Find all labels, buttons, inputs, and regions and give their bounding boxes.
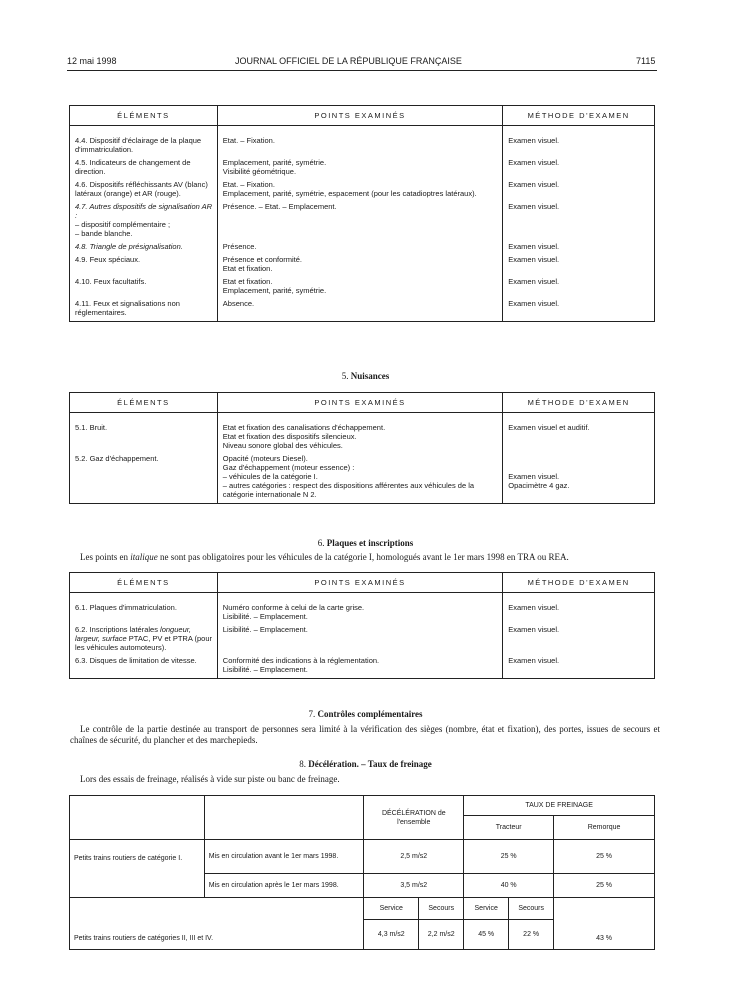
header-journal: JOURNAL OFFICIEL DE LA RÉPUBLIQUE FRANÇAISE [235,56,462,66]
header-page: 7115 [636,56,656,66]
methode-cell: Examen visuel. [508,603,560,612]
table-row [70,277,655,299]
points-cell: Présence et conformité. Etat et fixation. [217,255,502,277]
cat2-tracteur-secours: 22 % [509,920,554,950]
after-label: Mis en circulation après le 1er mars 1998. [204,874,364,898]
before-remorque: 25 % [554,840,655,874]
table-row [70,202,655,242]
after-decel: 3,5 m/s2 [364,874,464,898]
element-cell: 4.8. Triangle de présignalisation. [70,242,218,255]
table-4-signalisation [69,105,655,322]
remorque-header: Remorque [554,816,655,840]
before-decel: 2,5 m/s2 [364,840,464,874]
points-cell: Etat. – Fixation. Emplacement, parité, symétrie, espacement (pour les catadioptres latéraux). [217,180,502,202]
element-cell: 5.2. Gaz d'échappement. [70,454,218,504]
points-cell: Absence. [217,299,502,322]
points-cell: Lisibilité. – Emplacement. [217,625,502,656]
section-7-text: Le contrôle de la partie destinée au transport de personnes sera limité à la vérification des sièges (nombre, état et fixation), des portes, issues de secours et chaînes de sécurité, du plancher et des marchepieds. [70,724,660,745]
section-6-note: Les points en italique ne sont pas obligatoires pour les véhicules de la catégorie I, homologués avant le 1er mars 1998 en TRA ou REA. [80,552,569,562]
element-cell: 4.9. Feux spéciaux. [70,255,218,277]
points-cell: Opacité (moteurs Diesel). Gaz d'échappement (moteur essence) : – véhicules de la catégorie I. – autres catégories : respect des dispositions afférentes aux véhicules de la catégorie internationale N 2. [217,454,502,504]
cat2-decel-service: 4,3 m/s2 [364,920,419,950]
methode-cell: Examen visuel. [508,625,560,634]
cat2-tracteur-service: 45 % [464,920,509,950]
table-row [70,299,655,322]
cat2-label: Petits trains routiers de catégories II, III et IV. [70,898,364,950]
points-cell: Numéro conforme à celui de la carte grise. Lisibilité. – Emplacement. [217,593,502,626]
decel-secours-header: Secours [419,898,464,920]
cat2-decel-secours: 2,2 m/s2 [419,920,464,950]
decel-header: DÉCÉLÉRATION de l'ensemble [364,796,464,840]
element-cell: 6.1. Plaques d'immatriculation. [70,593,218,626]
col-elements: ÉLÉMENTS [70,106,218,126]
methode-cell: Examen visuel. Opacimètre 4 gaz. [508,472,570,490]
taux-secours-header: Secours [509,898,554,920]
header-rule [67,70,657,71]
methode-cell: Examen visuel. [508,656,560,665]
col-methode: MÉTHODE D'EXAMEN [503,573,655,593]
table-row [70,158,655,180]
section-7-title: 7. Contrôles complémentaires [308,709,423,719]
element-cell: 4.10. Feux facultatifs. [70,277,218,299]
methode-cell: Examen visuel. [508,242,560,251]
table-row [70,413,655,455]
table-row [70,255,655,277]
decel-service-header: Service [364,898,419,920]
points-cell: Etat et fixation des canalisations d'échappement. Etat et fixation des dispositifs silencieux. Niveau sonore global des véhicules. [217,413,502,455]
cat1-label: Petits trains routiers de catégorie I. [70,840,205,898]
points-cell: Conformité des indications à la réglementation. Lisibilité. – Emplacement. [217,656,502,679]
col-elements: ÉLÉMENTS [70,393,218,413]
element-cell: 4.5. Indicateurs de changement de direction. [70,158,218,180]
table-6-plaques [69,572,655,679]
header-date: 12 mai 1998 [67,56,117,66]
methode-cell: Examen visuel. [508,277,560,286]
col-points: POINTS EXAMINÉS [217,573,502,593]
methode-cell: Examen visuel. [508,180,560,189]
taux-header: TAUX DE FREINAGE [464,796,655,816]
table-row [70,593,655,626]
col-methode: MÉTHODE D'EXAMEN [503,106,655,126]
table-row [70,656,655,679]
table-5-nuisances [69,392,655,504]
section-6-title: 6. Plaques et inscriptions [317,538,414,548]
table-row [70,454,655,504]
before-label: Mis en circulation avant le 1er mars 1998. [204,840,364,874]
methode-cell: Examen visuel. [508,202,560,211]
after-remorque: 25 % [554,874,655,898]
points-cell: Emplacement, parité, symétrie. Visibilité géométrique. [217,158,502,180]
section-8-title: 8. Décélération. – Taux de freinage [299,759,432,769]
cat2-remorque: 43 % [554,898,655,950]
points-cell: Présence. – Etat. – Emplacement. [217,202,502,242]
col-points: POINTS EXAMINÉS [217,393,502,413]
col-points: POINTS EXAMINÉS [217,106,502,126]
tracteur-header: Tracteur [464,816,554,840]
points-cell: Etat. – Fixation. [217,126,502,159]
element-cell: 4.11. Feux et signalisations non réglementaires. [70,299,218,322]
section-8-text: Lors des essais de freinage, réalisés à vide sur piste ou banc de freinage. [80,774,340,784]
table-row [70,625,655,656]
points-cell: Etat et fixation. Emplacement, parité, symétrie. [217,277,502,299]
table-row [70,180,655,202]
methode-cell: Examen visuel. [508,158,560,167]
points-cell: Présence. [217,242,502,255]
before-tracteur: 25 % [464,840,554,874]
col-elements: ÉLÉMENTS [70,573,218,593]
element-cell: 4.7. Autres dispositifs de signalisation AR : – dispositif complémentaire ; – bande blanche. [70,202,218,242]
table-row [70,126,655,159]
element-cell: 4.4. Dispositif d'éclairage de la plaque d'immatriculation. [70,126,218,159]
col-methode: MÉTHODE D'EXAMEN [503,393,655,413]
element-cell: 6.2. Inscriptions latérales longueur, largeur, surface PTAC, PV et PTRA (pour les véhicules automoteurs). [70,625,218,656]
methode-cell: Examen visuel. [508,299,560,308]
element-cell: 4.6. Dispositifs réfléchissants AV (blanc) latéraux (orange) et AR (rouge). [70,180,218,202]
taux-service-header: Service [464,898,509,920]
brake-table [69,795,655,950]
element-cell: 5.1. Bruit. [70,413,218,455]
section-5-title: 5. Nuisances [341,371,390,381]
methode-cell: Examen visuel. [508,255,560,264]
methode-cell: Examen visuel et auditif. [508,423,590,432]
methode-cell: Examen visuel. [508,136,560,145]
after-tracteur: 40 % [464,874,554,898]
table-row [70,242,655,255]
element-cell: 6.3. Disques de limitation de vitesse. [70,656,218,679]
